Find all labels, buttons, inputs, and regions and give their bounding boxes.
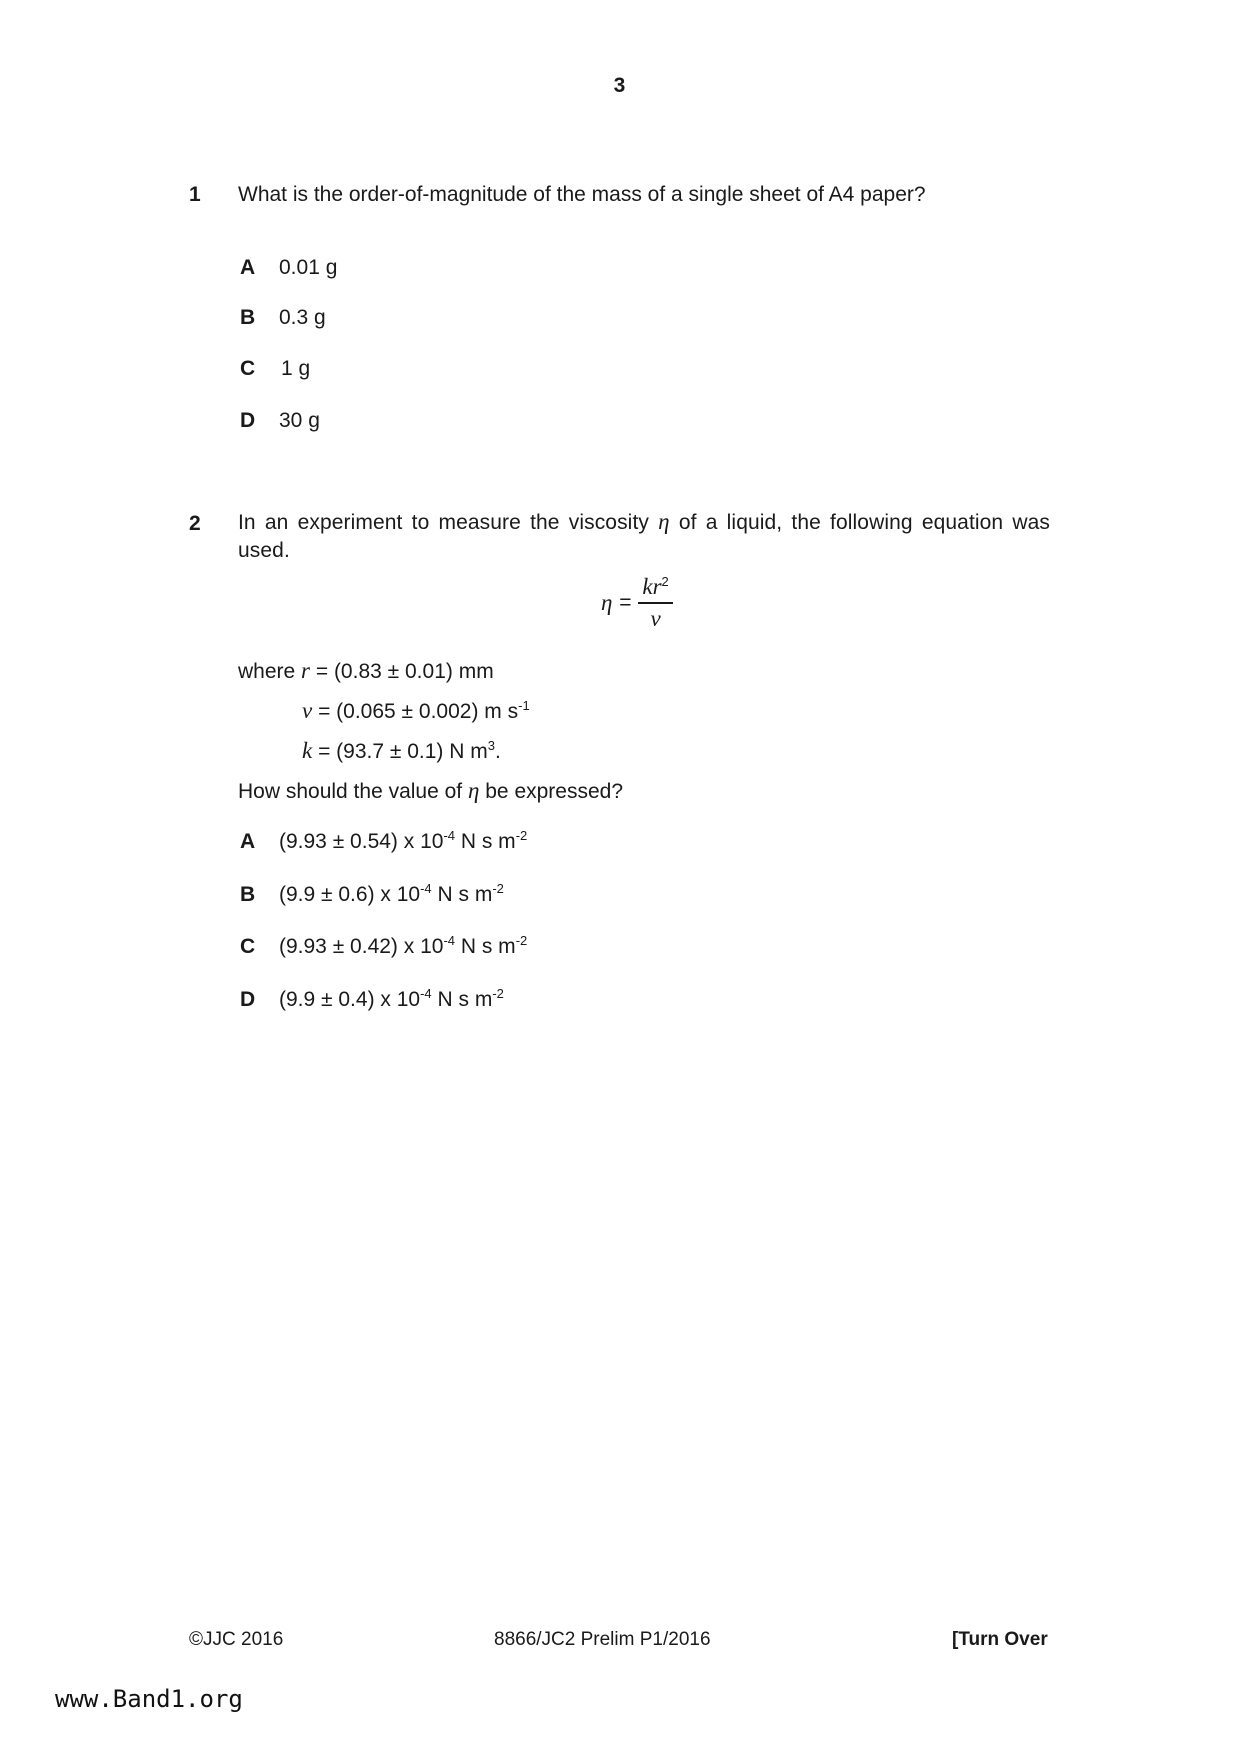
option-text: [279, 988, 504, 1012]
option-letter: A: [240, 256, 256, 279]
option-text: 1 g: [281, 357, 311, 380]
option-exponent: -4: [420, 881, 432, 896]
option-value: (9.93 ± 0.54) x 10: [279, 830, 444, 853]
option-exponent: -4: [443, 933, 456, 948]
option-text: [279, 935, 527, 959]
option-unit-exponent: -2: [492, 881, 504, 896]
option-letter: C: [240, 935, 256, 958]
given-k: [302, 737, 501, 766]
equation-lhs: η: [601, 590, 613, 615]
option-text: [279, 830, 527, 854]
given-r: [238, 657, 494, 686]
option-value: (9.9 ± 0.6) x 10: [279, 883, 421, 906]
eta-symbol: η: [658, 509, 670, 534]
given-value: = (0.83 ± 0.01) mm: [315, 660, 494, 683]
question-text-end: of a liquid, the following equation was used.: [238, 511, 1051, 562]
eta-symbol: η: [467, 778, 480, 803]
option-unit-exponent: -2: [515, 828, 528, 843]
option-unit-exponent: -2: [492, 986, 504, 1001]
watermark: www.Band1.org: [55, 1685, 243, 1713]
option-letter: D: [240, 988, 256, 1011]
equation: [601, 574, 673, 632]
option-letter: C: [240, 357, 256, 380]
option-exponent: -4: [443, 828, 456, 843]
option-exponent: -4: [420, 986, 432, 1001]
option-unit-exponent: -2: [515, 933, 528, 948]
prompt-end: be expressed?: [485, 780, 624, 803]
equation-equals: =: [619, 591, 632, 614]
prompt-start: How should the value of: [238, 780, 463, 803]
footer-paper-code: 8866/JC2 Prelim P1/2016: [494, 1629, 711, 1650]
question-text: [238, 508, 1050, 565]
question-number: 2: [189, 512, 201, 535]
option-letter: B: [240, 306, 256, 329]
option-text: 30 g: [279, 409, 320, 432]
given-exponent: 3: [487, 738, 495, 753]
page-number: 3: [613, 74, 626, 97]
given-tail: .: [494, 740, 501, 763]
option-unit: N s m: [455, 935, 516, 958]
given-var: k: [302, 738, 313, 763]
denominator-var: v: [650, 606, 661, 631]
question-number: 1: [189, 183, 201, 206]
question-text: What is the order-of-magnitude of the mass of a single sheet of A4 paper?: [238, 183, 926, 206]
where-label: where: [238, 660, 296, 683]
footer-turn-over: [Turn Over: [952, 1629, 1048, 1650]
given-value: = (0.065 ± 0.002) m s: [318, 700, 519, 723]
given-exponent: -1: [518, 698, 530, 713]
option-text: 0.01 g: [279, 256, 338, 279]
option-value: (9.93 ± 0.42) x 10: [279, 935, 444, 958]
given-v: [302, 697, 530, 726]
question-prompt: [238, 777, 623, 806]
option-unit: N s m: [431, 883, 493, 906]
option-unit: N s m: [455, 830, 516, 853]
footer-copyright: ©JJC 2016: [189, 1629, 284, 1650]
question-text-start: In an experiment to measure the viscosity: [238, 511, 649, 534]
fraction-denominator: [638, 604, 672, 632]
numerator-vars: kr: [642, 574, 662, 599]
given-var: v: [302, 698, 313, 723]
numerator-exponent: 2: [661, 574, 669, 589]
option-letter: A: [240, 830, 256, 853]
option-letter: D: [240, 409, 256, 432]
given-var: r: [301, 658, 310, 683]
equation-fraction: [638, 574, 672, 632]
option-text: [279, 883, 504, 907]
option-unit: N s m: [431, 988, 493, 1011]
given-value: = (93.7 ± 0.1) N m: [318, 740, 488, 763]
option-text: 0.3 g: [279, 306, 326, 329]
option-value: (9.9 ± 0.4) x 10: [279, 988, 421, 1011]
option-letter: B: [240, 883, 256, 906]
fraction-numerator: [638, 574, 672, 604]
